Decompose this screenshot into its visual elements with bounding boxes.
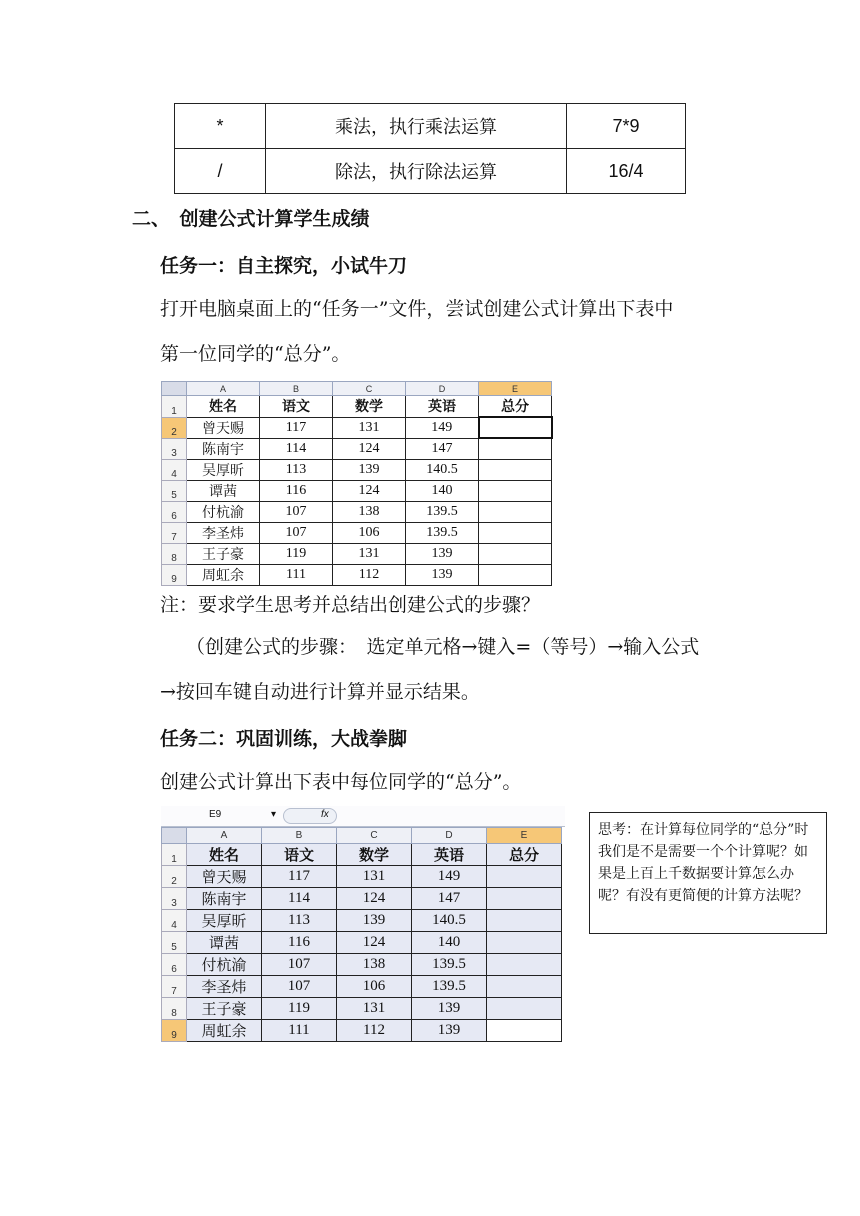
row-header[interactable]: 8 <box>162 543 187 564</box>
score-cell[interactable]: 112 <box>337 1020 412 1042</box>
score-cell[interactable]: 147 <box>412 888 487 910</box>
name-cell[interactable]: 王子豪 <box>187 543 260 564</box>
select-all-corner[interactable] <box>162 382 187 396</box>
name-cell[interactable]: 李圣炜 <box>187 976 262 998</box>
score-cell[interactable]: 114 <box>260 438 333 459</box>
header-cell[interactable]: 姓名 <box>187 844 262 866</box>
score-cell[interactable]: 113 <box>260 459 333 480</box>
table-row <box>162 844 562 866</box>
header-cell[interactable]: 英语 <box>406 396 479 418</box>
score-cell[interactable]: 149 <box>406 417 479 438</box>
operator-cell: 乘法，执行乘法运算 <box>266 104 567 149</box>
score-cell[interactable]: 111 <box>262 1020 337 1042</box>
operator-cell: / <box>175 149 266 194</box>
score-cell[interactable]: 119 <box>262 998 337 1020</box>
row-header[interactable]: 8 <box>162 998 187 1020</box>
score-cell[interactable] <box>479 459 552 480</box>
score-cell[interactable]: 107 <box>262 954 337 976</box>
row-header[interactable]: 6 <box>162 954 187 976</box>
score-cell[interactable] <box>479 543 552 564</box>
table-row <box>162 459 552 480</box>
column-header[interactable]: E <box>479 382 552 396</box>
score-cell[interactable] <box>479 417 552 438</box>
chevron-down-icon[interactable]: ▾ <box>271 809 277 820</box>
score-cell[interactable]: 140 <box>412 932 487 954</box>
header-cell[interactable]: 英语 <box>412 844 487 866</box>
formula-bar <box>161 806 565 827</box>
row-header[interactable]: 4 <box>162 459 187 480</box>
table-row <box>162 866 562 888</box>
name-cell[interactable]: 陈南宇 <box>187 438 260 459</box>
score-cell[interactable]: 107 <box>260 501 333 522</box>
think-box: 思考：在计算每位同学的“总分”时我们是不是需要一个个计算呢？如果是上百上千数据要计算怎么办呢？有没有更简便的计算方法呢？ <box>589 812 827 934</box>
score-cell[interactable]: 131 <box>333 417 406 438</box>
row-header[interactable]: 9 <box>162 564 187 585</box>
task1-instruction-line1: 打开电脑桌面上的“任务一”文件，尝试创建公式计算出下表中 <box>160 298 674 320</box>
score-cell[interactable]: 107 <box>260 522 333 543</box>
score-cell[interactable]: 117 <box>260 417 333 438</box>
table-row <box>162 522 552 543</box>
name-cell[interactable]: 曾天赐 <box>187 417 260 438</box>
header-cell[interactable]: 数学 <box>337 844 412 866</box>
score-cell[interactable] <box>487 866 562 888</box>
score-cell[interactable] <box>487 932 562 954</box>
name-cell[interactable]: 付杭渝 <box>187 501 260 522</box>
row-header[interactable]: 3 <box>162 438 187 459</box>
name-cell[interactable]: 曾天赐 <box>187 866 262 888</box>
score-cell[interactable]: 131 <box>337 866 412 888</box>
table-row <box>162 888 562 910</box>
row-header[interactable]: 5 <box>162 480 187 501</box>
score-cell[interactable]: 119 <box>260 543 333 564</box>
row-header[interactable]: 7 <box>162 976 187 998</box>
column-header[interactable]: D <box>412 828 487 844</box>
name-cell[interactable]: 周虹余 <box>187 1020 262 1042</box>
table-row <box>162 932 562 954</box>
table-row <box>162 1020 562 1042</box>
name-cell[interactable]: 付杭渝 <box>187 954 262 976</box>
task1-title: 任务一：自主探究，小试牛刀 <box>160 255 408 277</box>
score-cell[interactable]: 114 <box>262 888 337 910</box>
score-cell[interactable]: 149 <box>412 866 487 888</box>
section-title: 二、 创建公式计算学生成绩 <box>132 208 370 230</box>
operator-cell: * <box>175 104 266 149</box>
score-cell[interactable]: 117 <box>262 866 337 888</box>
column-header[interactable]: A <box>187 382 260 396</box>
score-cell[interactable]: 124 <box>337 932 412 954</box>
score-cell[interactable]: 131 <box>333 543 406 564</box>
row-header[interactable]: 4 <box>162 910 187 932</box>
score-cell[interactable]: 139.5 <box>412 976 487 998</box>
score-cell[interactable]: 124 <box>333 438 406 459</box>
name-cell[interactable]: 谭茜 <box>187 480 260 501</box>
row-header[interactable]: 5 <box>162 932 187 954</box>
note-line2: （创建公式的步骤： 选定单元格→键入=（等号）→输入公式 <box>186 636 700 658</box>
score-cell[interactable]: 106 <box>333 522 406 543</box>
score-cell[interactable] <box>487 1020 562 1042</box>
score-cell[interactable]: 116 <box>262 932 337 954</box>
header-cell[interactable]: 语文 <box>260 396 333 418</box>
table-row <box>162 480 552 501</box>
score-cell[interactable] <box>479 564 552 585</box>
spreadsheet-task1 <box>161 381 553 586</box>
score-cell[interactable]: 139 <box>412 998 487 1020</box>
score-cell[interactable] <box>487 954 562 976</box>
operator-row <box>175 149 686 194</box>
column-header[interactable]: E <box>487 828 562 844</box>
operator-table <box>174 103 686 194</box>
column-header[interactable]: A <box>187 828 262 844</box>
operator-cell: 除法，执行除法运算 <box>266 149 567 194</box>
score-cell[interactable]: 107 <box>262 976 337 998</box>
spreadsheet-task2 <box>161 827 562 1042</box>
row-header[interactable]: 2 <box>162 417 187 438</box>
task2-title: 任务二：巩固训练，大战拳脚 <box>160 728 408 750</box>
table-row <box>162 976 562 998</box>
score-cell[interactable]: 139 <box>412 1020 487 1042</box>
column-header[interactable]: D <box>406 382 479 396</box>
name-box[interactable]: E9 <box>209 809 222 820</box>
score-cell[interactable]: 131 <box>337 998 412 1020</box>
operator-cell: 7*9 <box>567 104 686 149</box>
score-cell[interactable] <box>479 501 552 522</box>
score-cell[interactable]: 124 <box>333 480 406 501</box>
table-row <box>162 998 562 1020</box>
score-cell[interactable]: 147 <box>406 438 479 459</box>
name-cell[interactable]: 谭茜 <box>187 932 262 954</box>
table-row <box>162 564 552 585</box>
table-row <box>162 501 552 522</box>
row-header[interactable]: 1 <box>162 396 187 418</box>
score-cell[interactable]: 139.5 <box>406 501 479 522</box>
score-cell[interactable]: 106 <box>337 976 412 998</box>
table-row <box>162 543 552 564</box>
row-header[interactable]: 2 <box>162 866 187 888</box>
select-all-corner[interactable] <box>162 828 187 844</box>
score-cell[interactable]: 139 <box>406 543 479 564</box>
score-cell[interactable]: 116 <box>260 480 333 501</box>
header-cell[interactable]: 总分 <box>487 844 562 866</box>
table-row <box>162 438 552 459</box>
note-line1: 注：要求学生思考并总结出创建公式的步骤？ <box>160 594 541 616</box>
score-cell[interactable] <box>487 976 562 998</box>
header-cell[interactable]: 数学 <box>333 396 406 418</box>
score-cell[interactable]: 112 <box>333 564 406 585</box>
score-cell[interactable] <box>479 438 552 459</box>
task2-instruction: 创建公式计算出下表中每位同学的“总分”。 <box>160 771 522 793</box>
score-cell[interactable]: 111 <box>260 564 333 585</box>
name-cell[interactable]: 吴厚昕 <box>187 910 262 932</box>
score-cell[interactable]: 140.5 <box>406 459 479 480</box>
row-header[interactable]: 9 <box>162 1020 187 1042</box>
column-header[interactable]: C <box>333 382 406 396</box>
score-cell[interactable] <box>487 998 562 1020</box>
row-header[interactable]: 7 <box>162 522 187 543</box>
score-cell[interactable]: 124 <box>337 888 412 910</box>
name-cell[interactable]: 吴厚昕 <box>187 459 260 480</box>
column-header[interactable]: B <box>260 382 333 396</box>
table-row <box>162 417 552 438</box>
name-cell[interactable]: 周虹余 <box>187 564 260 585</box>
score-cell[interactable] <box>479 480 552 501</box>
row-header[interactable]: 1 <box>162 844 187 866</box>
score-cell[interactable]: 113 <box>262 910 337 932</box>
score-cell[interactable]: 138 <box>337 954 412 976</box>
score-cell[interactable]: 140 <box>406 480 479 501</box>
table-row <box>162 910 562 932</box>
table-row <box>162 954 562 976</box>
score-cell[interactable]: 138 <box>333 501 406 522</box>
column-header-row <box>162 828 562 844</box>
score-cell[interactable]: 140.5 <box>412 910 487 932</box>
name-cell[interactable]: 王子豪 <box>187 998 262 1020</box>
column-header[interactable]: B <box>262 828 337 844</box>
row-header[interactable]: 3 <box>162 888 187 910</box>
score-cell[interactable]: 139 <box>337 910 412 932</box>
score-cell[interactable] <box>487 910 562 932</box>
operator-cell: 16/4 <box>567 149 686 194</box>
score-cell[interactable] <box>487 888 562 910</box>
score-cell[interactable]: 139.5 <box>412 954 487 976</box>
header-cell[interactable]: 语文 <box>262 844 337 866</box>
task1-instruction-line2: 第一位同学的“总分”。 <box>160 343 351 365</box>
name-cell[interactable]: 李圣炜 <box>187 522 260 543</box>
score-cell[interactable]: 139 <box>333 459 406 480</box>
score-cell[interactable] <box>479 522 552 543</box>
table-row <box>162 396 552 418</box>
row-header[interactable]: 6 <box>162 501 187 522</box>
header-cell[interactable]: 总分 <box>479 396 552 418</box>
score-cell[interactable]: 139.5 <box>406 522 479 543</box>
fx-icon[interactable]: fx <box>321 809 329 820</box>
note-line3: →按回车键自动进行计算并显示结果。 <box>160 681 480 703</box>
column-header[interactable]: C <box>337 828 412 844</box>
operator-row <box>175 104 686 149</box>
column-header-row <box>162 382 552 396</box>
name-cell[interactable]: 陈南宇 <box>187 888 262 910</box>
score-cell[interactable]: 139 <box>406 564 479 585</box>
header-cell[interactable]: 姓名 <box>187 396 260 418</box>
